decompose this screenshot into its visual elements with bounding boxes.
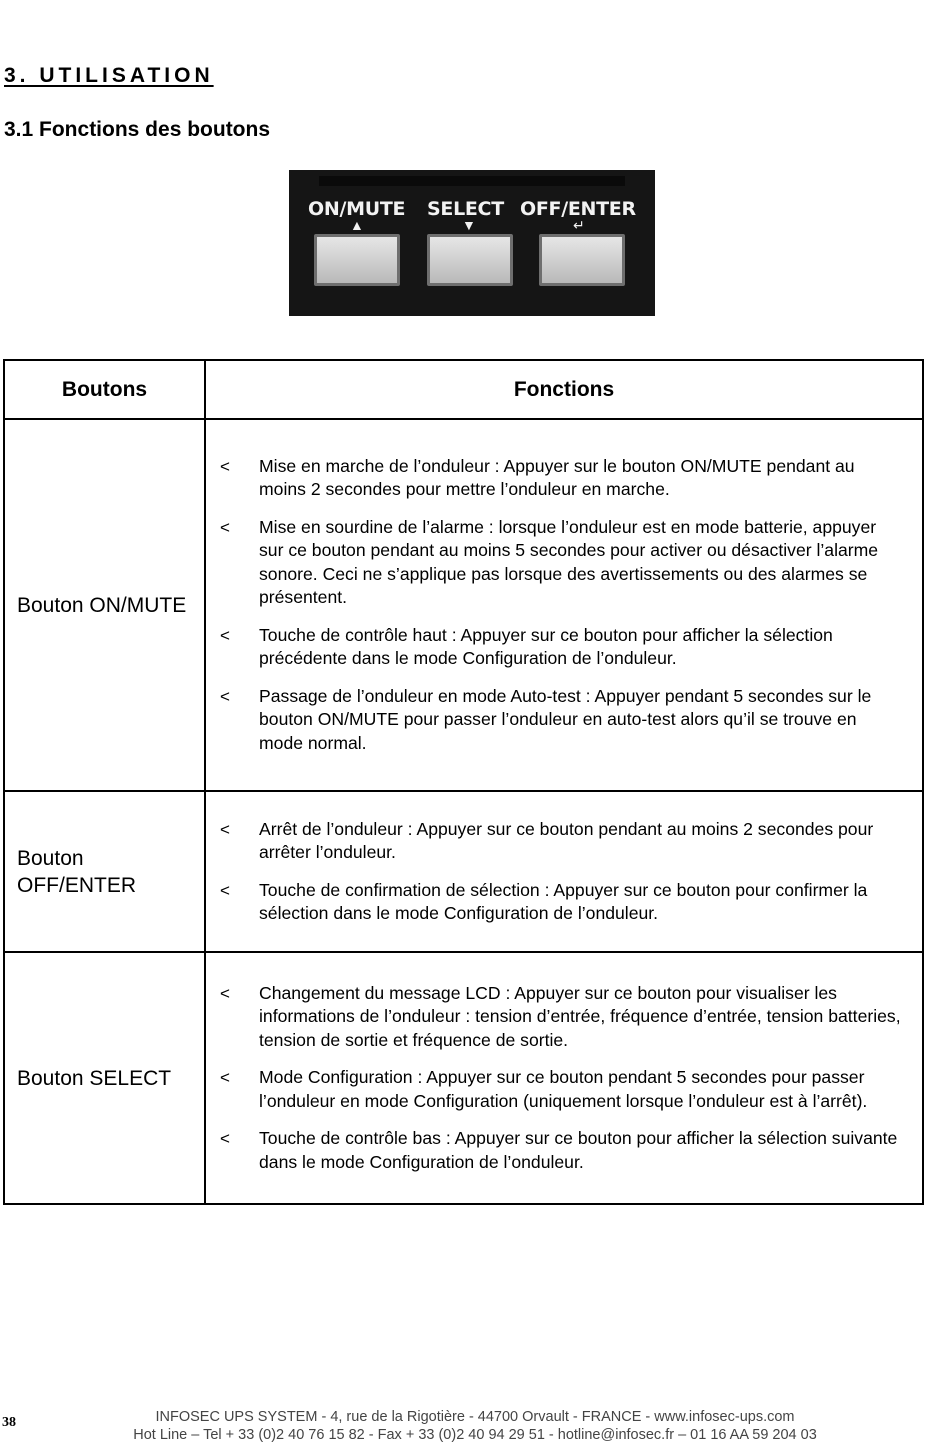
header-boutons: Boutons	[4, 360, 205, 419]
function-text: Touche de contrôle bas : Appuyer sur ce bouton pour afficher la sélection suivante dans le mode Configuration de l’onduleur.	[259, 1128, 898, 1172]
button-name-off-enter: Bouton OFF/ENTER	[4, 791, 205, 952]
table-row	[4, 791, 923, 952]
on-mute-button-image	[314, 234, 400, 286]
button-functions-table	[3, 359, 924, 1205]
bullet-icon: <	[220, 686, 230, 706]
table-header-row	[4, 360, 923, 419]
button-name-select: Bouton SELECT	[4, 952, 205, 1204]
bullet-icon: <	[220, 819, 230, 839]
bullet-icon: <	[220, 1129, 230, 1149]
functions-cell	[205, 791, 923, 952]
up-arrow-icon: ▲	[350, 217, 364, 233]
off-enter-label: OFF/ENTER	[520, 198, 636, 220]
function-text: Touche de contrôle haut : Appuyer sur ce bouton pour afficher la sélection précédente dans le mode Configuration de l’onduleur.	[259, 624, 833, 669]
function-item	[206, 624, 904, 671]
off-enter-button-image	[539, 234, 625, 286]
table-row	[4, 952, 923, 1204]
select-label: SELECT	[427, 198, 504, 220]
down-arrow-icon: ▼	[462, 217, 476, 233]
enter-icon: ↵	[573, 217, 585, 233]
function-item	[206, 516, 904, 610]
function-item	[206, 818, 904, 865]
select-button-image	[427, 234, 513, 286]
bullet-icon: <	[220, 983, 230, 1003]
function-text: Mise en marche de l’onduleur : Appuyer sur le bouton ON/MUTE pendant au moins 2 secondes pour mettre l’onduleur en marche.	[259, 455, 855, 500]
header-fonctions: Fonctions	[205, 360, 923, 419]
function-text: Mise en sourdine de l’alarme : lorsque l’onduleur est en mode batterie, appuyer sur ce bouton pendant au moins 5 secondes pour activer ou désactiver l’alarme sonore. Ceci ne s’applique pas lorsque des avertissements ou des alarmes se présentent.	[259, 516, 879, 608]
button-name-on-mute: Bouton ON/MUTE	[4, 419, 205, 791]
on-mute-label: ON/MUTE	[308, 198, 406, 220]
footer-contact: Hot Line – Tel + 33 (0)2 40 76 15 82 - Fax + 33 (0)2 40 94 29 51 - hotline@infosec.fr – 01 16 AA 59 204 03	[133, 1427, 817, 1443]
function-item	[206, 879, 904, 926]
function-item	[206, 685, 904, 756]
bullet-icon: <	[220, 1068, 230, 1088]
lcd-strip	[319, 176, 625, 186]
functions-cell	[205, 952, 923, 1204]
section-title: 3. UTILISATION	[4, 64, 214, 87]
bullet-icon: <	[220, 517, 230, 537]
function-text: Arrêt de l’onduleur : Appuyer sur ce bouton pendant au moins 2 secondes pour arrêter l’onduleur.	[259, 818, 874, 862]
footer-address: INFOSEC UPS SYSTEM - 4, rue de la Rigotière - 44700 Orvault - FRANCE - www.infosec-ups.com	[155, 1409, 795, 1425]
function-text: Mode Configuration : Appuyer sur ce bouton pendant 5 secondes pour passer l’onduleur en mode Configuration (uniquement lorsque l’onduleur est à l’arrêt).	[259, 1067, 868, 1111]
bullet-icon: <	[220, 625, 230, 645]
bullet-icon: <	[220, 880, 230, 900]
function-text: Changement du message LCD : Appuyer sur ce bouton pour visualiser les informations de l’onduleur : tension d’entrée, fréquence d’entrée, tension batteries, tension de sortie et fréquence de sortie.	[259, 982, 901, 1050]
page-number: 38	[2, 1415, 16, 1430]
bullet-icon: <	[220, 456, 230, 476]
button-panel-photo	[289, 170, 655, 316]
function-item	[206, 1127, 904, 1174]
table-row	[4, 419, 923, 791]
function-item	[206, 1066, 904, 1113]
function-text: Touche de confirmation de sélection : Appuyer sur ce bouton pour confirmer la sélection dans le mode Configuration de l’onduleur.	[259, 879, 868, 923]
function-item	[206, 455, 904, 502]
function-text: Passage de l’onduleur en mode Auto-test : Appuyer pendant 5 secondes sur le bouton ON/MUTE pour passer l’onduleur en auto-test alors qu’il se trouve en mode normal.	[259, 685, 872, 753]
functions-cell	[205, 419, 923, 791]
function-item	[206, 982, 904, 1053]
subsection-title: 3.1 Fonctions des boutons	[4, 118, 271, 141]
